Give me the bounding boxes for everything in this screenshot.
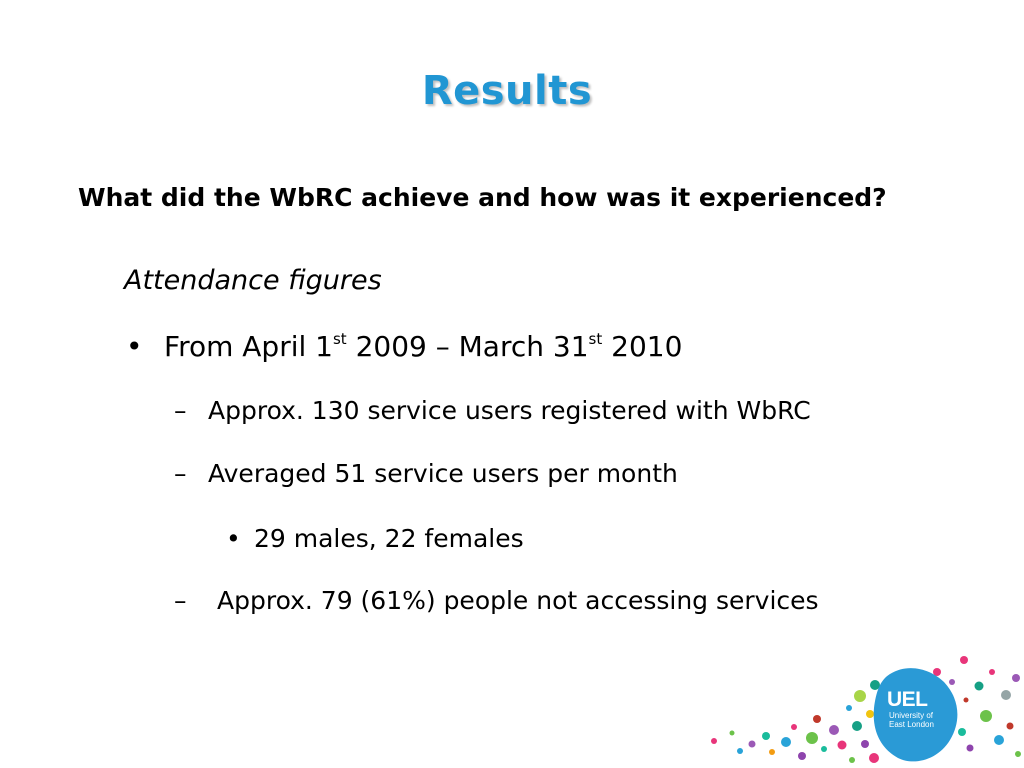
bullet-registered — [174, 396, 811, 425]
dash-marker: – — [174, 396, 187, 425]
date-from-suffix: st — [332, 330, 347, 348]
date-to-suffix: st — [588, 330, 603, 348]
bullet-not-accessing — [174, 586, 819, 615]
uel-logo-name: UEL — [887, 688, 928, 711]
dash-marker: – — [174, 459, 187, 488]
date-end-text: 2010 — [602, 330, 683, 363]
gender-split-text: 29 males, 22 females — [254, 524, 524, 553]
bullet-marker: • — [126, 330, 143, 363]
registered-text: Approx. 130 service users registered with WbRC — [208, 396, 811, 425]
bullet-date-range — [126, 330, 682, 363]
uel-logo-line2: East London — [889, 720, 934, 729]
uel-logo — [694, 648, 1024, 768]
logo-dots-graphic — [694, 648, 1024, 768]
bullet-averaged — [174, 459, 678, 488]
uel-logo-subtitle — [889, 711, 949, 729]
date-middle-text: 2009 – March 31 — [346, 330, 589, 363]
not-accessing-text: Approx. 79 (61%) people not accessing services — [217, 586, 819, 615]
slide-title: Results — [421, 68, 593, 114]
date-from-text: From April 1 — [164, 330, 333, 363]
dash-marker: – — [174, 586, 187, 615]
question-heading: What did the WbRC achieve and how was it experienced? — [78, 183, 887, 212]
uel-logo-line1: University of — [889, 711, 934, 720]
bullet-gender-split — [226, 524, 524, 553]
subheading-attendance: Attendance figures — [124, 265, 382, 296]
averaged-text: Averaged 51 service users per month — [208, 459, 678, 488]
bullet-marker-small: • — [226, 524, 241, 553]
